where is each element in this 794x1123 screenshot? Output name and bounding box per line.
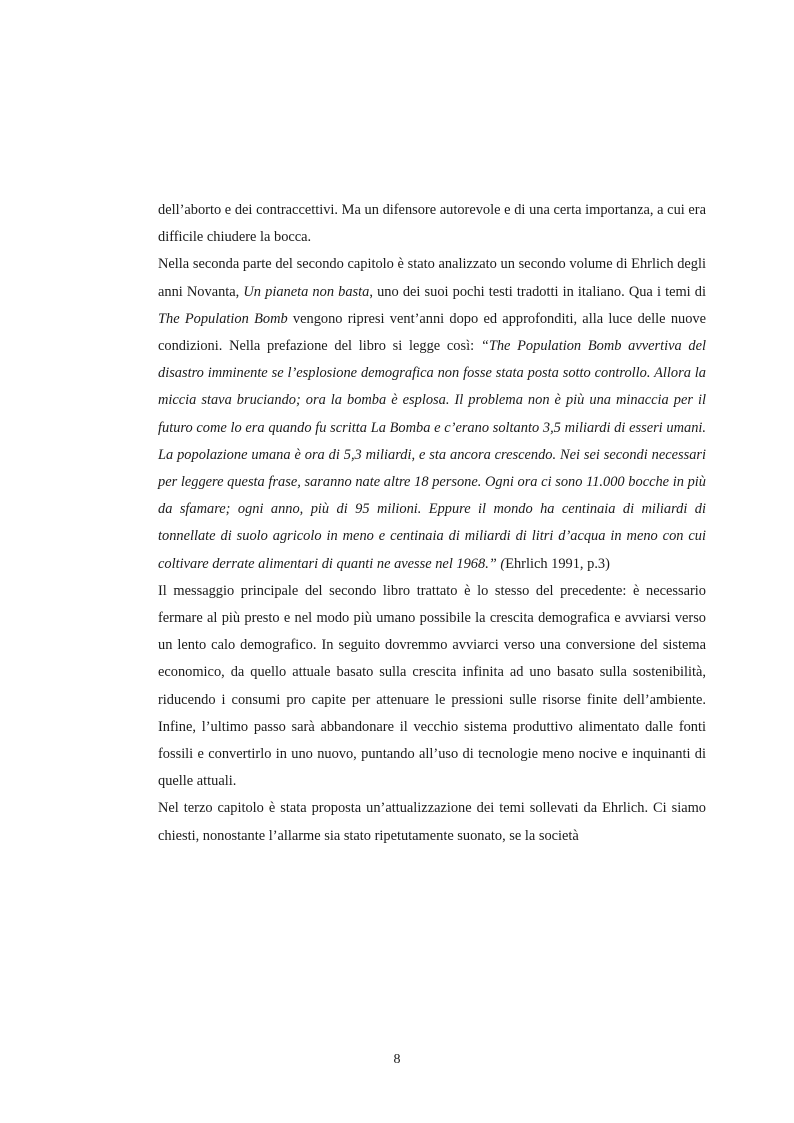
paragraph-1: dell’aborto e dei contraccettivi. Ma un difensore autorevole e di una certa importanza, a cui era difficile chiudere la bocca. [158, 202, 706, 246]
page-number: 8 [393, 1052, 401, 1067]
paragraph-4: Nel terzo capitolo è stata proposta un’attualizzazione dei temi sollevati da Ehrlich. Ci siamo chiesti, nonostante l’allarme sia stato ripetutamente suonato, se la società [158, 800, 706, 844]
paragraph-2-text-1: Nella seconda parte del secondo capitolo è stato analizzato un secondo volume di Ehrlich degli anni Novanta, [158, 256, 706, 300]
paragraph-2 [158, 251, 706, 577]
block-quotation: “The Population Bomb avvertiva del disastro imminente se l’esplosione demografica non fosse stata posta sotto controllo. Allora la miccia stava bruciando; ora la bomba è esplosa. Il problema non è più una minaccia per il futuro come lo era quando fu scritta La Bomba e c’erano soltanto 3,5 miliardi di esseri umani. La popolazione umana è ora di 5,3 miliardi, e sta ancora crescendo. Nei sei secondi necessari per leggere questa frase, saranno nate altre 18 persone. Ogni ora ci sono 11.000 bocche in più da sfamare; ogni anno, più di 95 milioni. Eppure il mondo ha centinaia di miliardi di tonnellate di suolo agricolo in meno e centinaia di miliardi di litri d’acqua in meno con cui coltivare derrate alimentari di quanti ne avesse nel 1968.” ( [158, 338, 706, 572]
book-title-population-bomb: The Population Bomb [158, 310, 288, 327]
paragraph-2-text-3: vengono ripresi vent’anni dopo ed approfonditi, alla luce delle nuove condizioni. Nella prefazione del libro si legge così: [158, 310, 706, 355]
book-title-un-pianeta-non-basta: Un pianeta non basta [243, 283, 370, 300]
paragraph-3: Il messaggio principale del secondo libro trattato è lo stesso del precedente: è necessario fermare al più presto e nel modo più umano possibile la crescita demografica e avviarsi verso un lento calo demografico. In seguito dovremmo avviarci verso una conversione del sistema economico, da quello attuale basato sulla crescita infinita ad uno basato sulla sostenibilità, riducendo i consumi pro capite per attenuare le pressioni sulle risorse finite dell’ambiente. Infine, l’ultimo passo sarà abbandonare il vecchio sistema produttivo alimentato dalle fonti fossili e convertirlo in uno nuovo, puntando all’uso di tecnologie meno nocive e inquinanti di quelle attuali. [158, 582, 706, 790]
paragraph-2-text-2: , uno dei suoi pochi testi tradotti in italiano. Qua i temi di [369, 283, 706, 300]
citation: Ehrlich 1991, p.3) [505, 555, 610, 572]
document-body [158, 197, 706, 850]
